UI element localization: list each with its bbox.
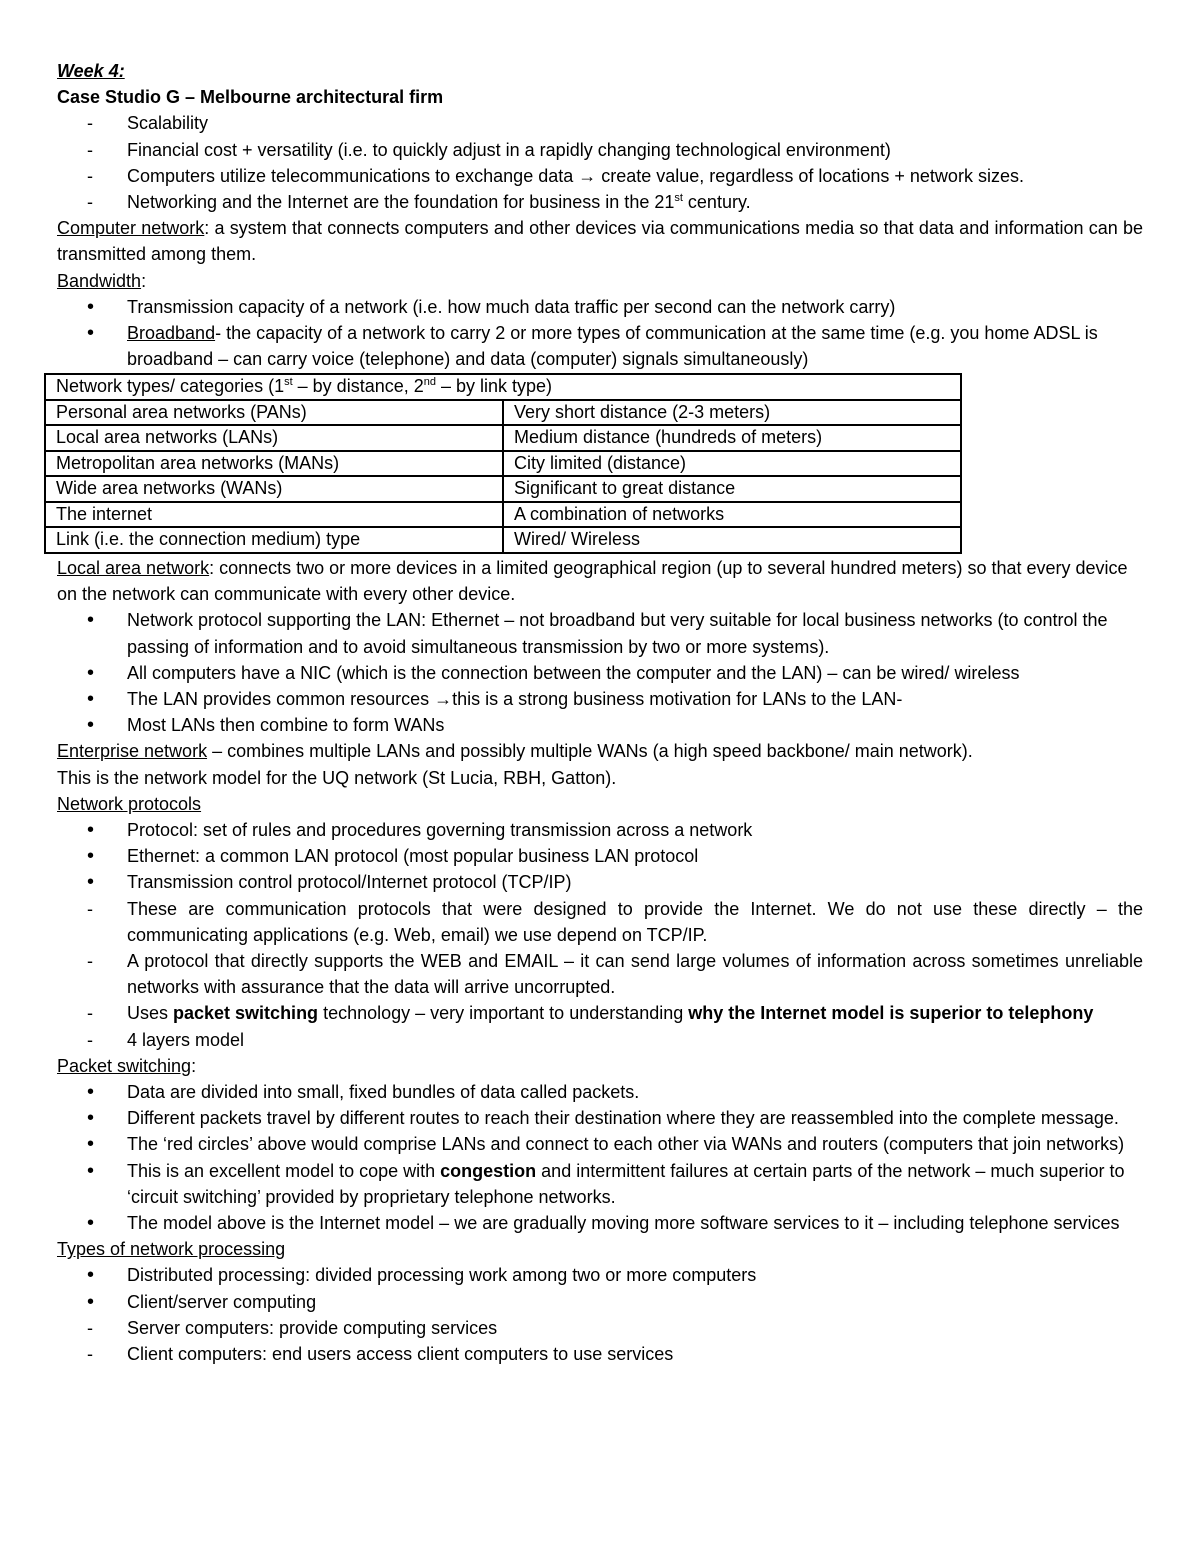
list-item: • Network protocol supporting the LAN: Ethernet – not broadband but very suitable for local business networks (to control the passing of information and to avoid simultaneous transmission by two or more systems). <box>87 609 1108 657</box>
list-item: - 4 layers model <box>57 1027 1143 1053</box>
table-cell: Wide area networks (WANs) <box>45 476 503 502</box>
table-cell: Local area networks (LANs) <box>45 425 503 451</box>
table-cell: Metropolitan area networks (MANs) <box>45 451 503 477</box>
list-item: • This is an excellent model to cope with congestion and intermittent failures at certain parts of the network – much superior to ‘circuit switching’ provided by proprietary telephone networks. <box>87 1159 1125 1207</box>
list-item: • Client/server computing <box>57 1289 1143 1315</box>
dash-marker: - <box>87 139 93 160</box>
list-item: - Client computers: end users access client computers to use services <box>57 1341 1143 1367</box>
dash-marker: - <box>87 192 93 213</box>
bandwidth-list <box>57 294 1143 373</box>
list-item: • Transmission control protocol/Internet protocol (TCP/IP) <box>57 869 1143 895</box>
table-row <box>45 400 961 426</box>
dash-marker: - <box>87 1029 93 1050</box>
list-item: • Different packets travel by different routes to reach their destination where they are reassembled into the complete message. <box>57 1105 1143 1131</box>
bullet-marker: • <box>87 322 95 345</box>
bullet-marker: • <box>87 1290 95 1313</box>
table-cell: Medium distance (hundreds of meters) <box>503 425 961 451</box>
list-item: • The model above is the Internet model – we are gradually moving more software services to it – including telephone services <box>57 1210 1143 1236</box>
network-protocols-heading: Network protocols <box>57 793 202 814</box>
bullet-marker: • <box>87 1081 95 1103</box>
table-header-cell: Network types/ categories (1st – by distance, 2nd – by link type) <box>45 374 961 400</box>
list-item: • The ‘red circles’ above would comprise LANs and connect to each other via WANs and routers (computers that join networks) <box>57 1131 1143 1157</box>
table-cell: Significant to great distance <box>503 476 961 502</box>
dash-marker: - <box>87 898 93 919</box>
table-row <box>45 476 961 502</box>
bullet-marker: • <box>87 1159 95 1182</box>
bullet-marker: • <box>87 871 95 894</box>
table-row <box>45 451 961 477</box>
table-row <box>45 527 961 553</box>
bullet-marker: • <box>87 1212 95 1235</box>
bullet-marker: • <box>87 1107 95 1130</box>
table-row <box>45 502 961 528</box>
document-page <box>57 58 1143 1367</box>
list-item: - Financial cost + versatility (i.e. to quickly adjust in a rapidly changing technological environment) <box>57 137 1143 163</box>
bullet-marker: • <box>87 714 95 737</box>
computer-network-term: Computer network <box>57 218 205 239</box>
list-item: • Broadband- the capacity of a network to carry 2 or more types of communication at the same time (e.g. you home ADSL is broadband – can carry voice (telephone) and data (computer) signals simultaneously) <box>87 322 1098 370</box>
uq-network-note: This is the network model for the UQ network (St Lucia, RBH, Gatton). <box>57 767 617 788</box>
dash-marker: - <box>87 113 93 134</box>
list-item: - Computers utilize telecommunications to exchange data → create value, regardless of locations + network sizes. <box>57 163 1143 189</box>
bullet-marker: • <box>87 661 95 684</box>
table-header-row <box>45 374 961 400</box>
dash-marker: - <box>87 165 93 186</box>
bullet-marker: • <box>87 818 95 841</box>
list-item: • Most LANs then combine to form WANs <box>57 712 1143 738</box>
bullet-marker: • <box>87 609 95 632</box>
lan-term: Local area network <box>57 557 210 578</box>
network-processing-heading: Types of network processing <box>57 1239 286 1260</box>
intro-list <box>57 110 1143 215</box>
broadband-term: Broadband <box>127 323 216 344</box>
case-title: Case Studio G – Melbourne architectural firm <box>57 87 444 108</box>
list-item: • All computers have a NIC (which is the connection between the computer and the LAN) – can be wired/ wireless <box>57 660 1143 686</box>
list-item: - Uses packet switching technology – very important to understanding why the Internet model is superior to telephony <box>57 1000 1143 1026</box>
network-types-table <box>44 373 962 554</box>
table-row <box>45 425 961 451</box>
dash-marker: - <box>87 1003 93 1024</box>
bullet-marker: • <box>87 1264 95 1287</box>
list-item: - Networking and the Internet are the foundation for business in the 21st century. <box>57 189 1143 215</box>
bullet-marker: • <box>87 687 95 710</box>
protocols-list <box>57 817 1143 1053</box>
list-item: • Transmission capacity of a network (i.e. how much data traffic per second can the network carry) <box>57 294 1143 320</box>
enterprise-network-term: Enterprise network <box>57 741 208 762</box>
lan-list <box>57 607 1143 738</box>
table-cell: Very short distance (2-3 meters) <box>503 400 961 426</box>
list-item: • Distributed processing: divided processing work among two or more computers <box>57 1262 1143 1288</box>
bandwidth-heading: Bandwidth: <box>57 270 147 291</box>
list-item: • The LAN provides common resources →this is a strong business motivation for LANs to the LAN- <box>57 686 1143 712</box>
table-cell: Wired/ Wireless <box>503 527 961 553</box>
computer-network-definition: Computer network: a system that connects computers and other devices via communications media so that data and information can be transmitted among them. <box>57 218 1143 265</box>
packet-switching-list <box>57 1079 1143 1236</box>
dash-marker: - <box>87 1344 93 1365</box>
bullet-marker: • <box>87 845 95 868</box>
processing-list <box>57 1262 1143 1367</box>
list-item: • Data are divided into small, fixed bundles of data called packets. <box>57 1079 1143 1105</box>
table-cell: City limited (distance) <box>503 451 961 477</box>
enterprise-network-definition: Enterprise network – combines multiple LANs and possibly multiple WANs (a high speed backbone/ main network). <box>57 741 973 762</box>
list-item: - These are communication protocols that were designed to provide the Internet. We do not use these directly – the communicating applications (e.g. Web, email) we use depend on TCP/IP. <box>57 896 1143 948</box>
list-item: - Scalability <box>57 110 1143 136</box>
table-cell: Link (i.e. the connection medium) type <box>45 527 503 553</box>
lan-definition: Local area network: connects two or more devices in a limited geographical region (up to several hundred meters) so that every device on the network can communicate with every other device. <box>57 557 1128 605</box>
bullet-marker: • <box>87 1133 95 1156</box>
dash-marker: - <box>87 950 93 971</box>
table-cell: The internet <box>45 502 503 528</box>
table-cell: Personal area networks (PANs) <box>45 400 503 426</box>
packet-switching-heading: Packet switching: <box>57 1055 197 1076</box>
list-item: • Protocol: set of rules and procedures governing transmission across a network <box>57 817 1143 843</box>
dash-marker: - <box>87 1317 93 1338</box>
list-item: - A protocol that directly supports the WEB and EMAIL – it can send large volumes of information across sometimes unreliable networks with assurance that the data will arrive uncorrupted. <box>57 948 1143 1000</box>
table-cell: A combination of networks <box>503 502 961 528</box>
list-item: - Server computers: provide computing services <box>57 1315 1143 1341</box>
bullet-marker: • <box>87 295 95 318</box>
list-item: • Ethernet: a common LAN protocol (most popular business LAN protocol <box>57 843 1143 869</box>
week-heading: Week 4: <box>57 61 125 81</box>
